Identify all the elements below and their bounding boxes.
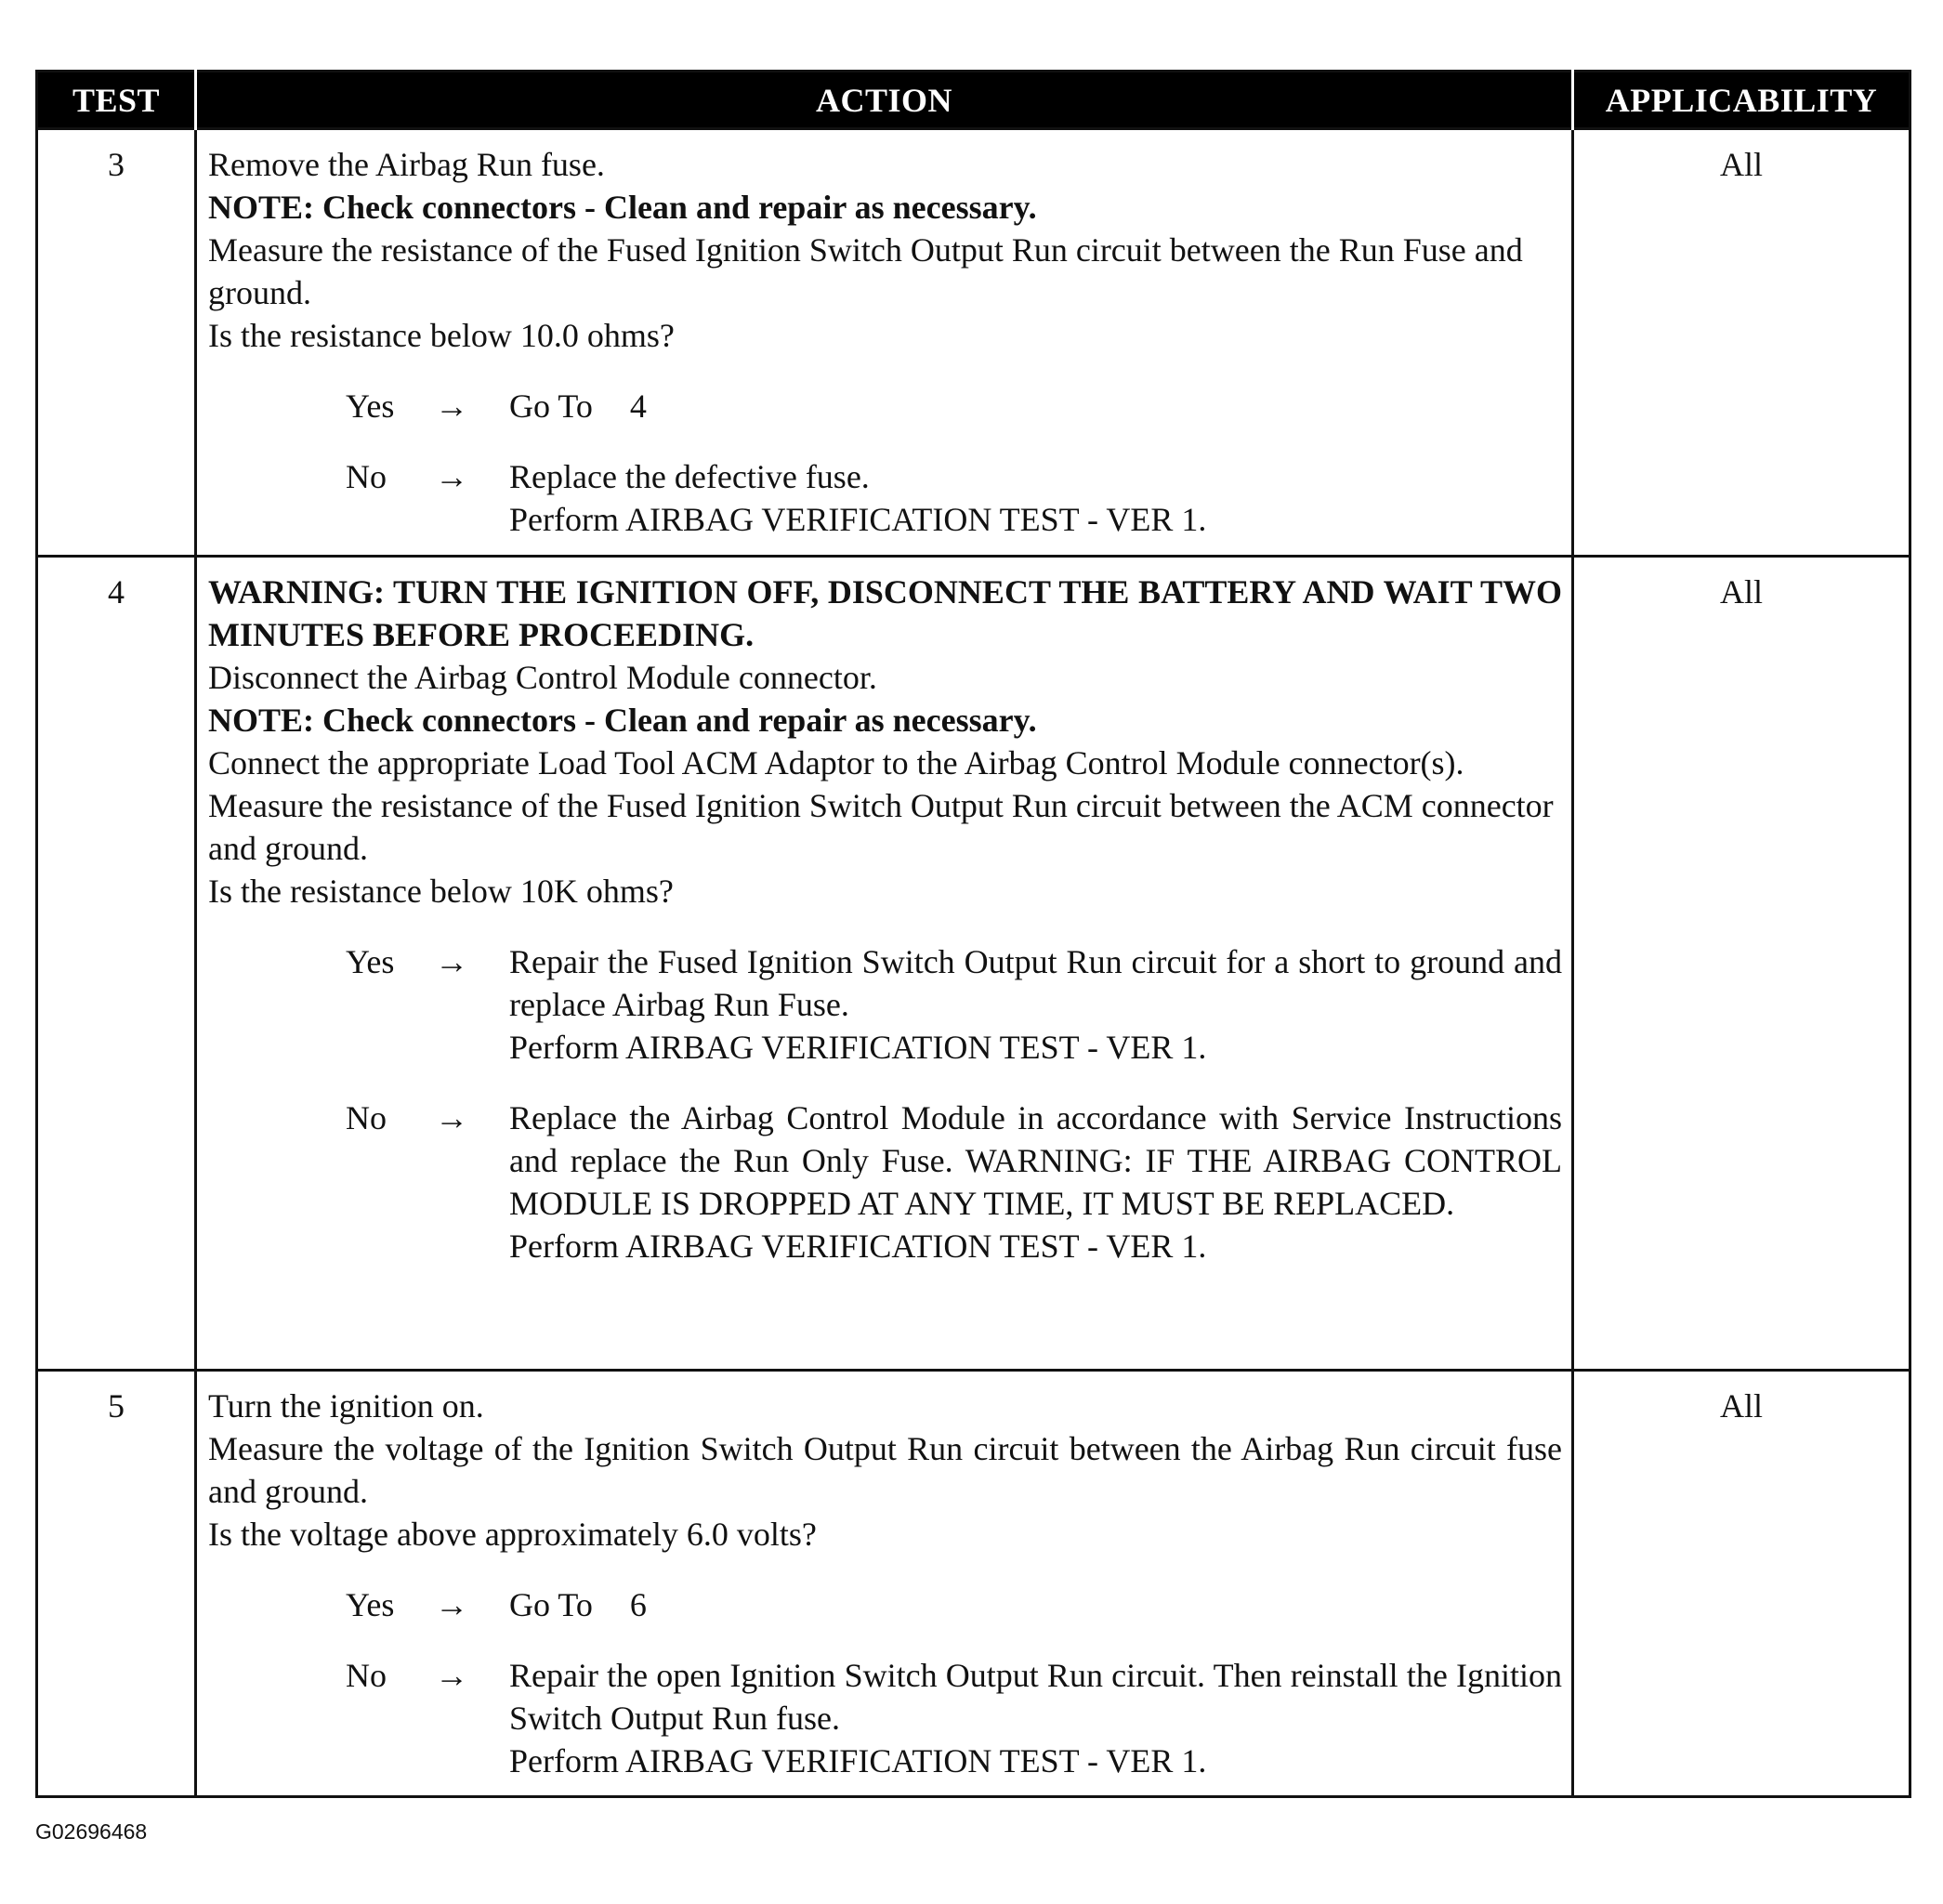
table-row — [37, 129, 1910, 557]
yes-result — [509, 385, 1562, 427]
applicability-cell: All — [1573, 129, 1910, 557]
result-line: Repair the Fused Ignition Switch Output Run circuit for a short to ground and replace Airbag Run Fuse. — [509, 943, 1562, 1023]
action-line: Measure the voltage of the Ignition Switch Output Run circuit between the Airbag Run circuit fuse and ground. — [208, 1430, 1562, 1510]
result-line: Replace the Airbag Control Module in accordance with Service Instructions and replace the Run Only Fuse. WARNING: IF THE AIRBAG CONTROL MODULE IS DROPPED AT ANY TIME, IT MUST BE REPLACED. — [509, 1099, 1562, 1222]
yes-branch — [208, 1583, 1562, 1626]
right-arrow-icon: → — [435, 1099, 468, 1136]
note-line: NOTE: Check connectors - Clean and repair as necessary. — [208, 702, 1037, 739]
no-label: No — [346, 1657, 387, 1694]
table-row — [37, 557, 1910, 1371]
table-row — [37, 1371, 1910, 1797]
verification-line: Perform AIRBAG VERIFICATION TEST - VER 1. — [509, 501, 1207, 538]
action-cell — [196, 129, 1573, 557]
verification-line: Perform AIRBAG VERIFICATION TEST - VER 1. — [509, 1742, 1207, 1779]
right-arrow-icon: → — [435, 458, 468, 495]
right-arrow-icon: → — [435, 1586, 468, 1623]
goto-text: Go To — [509, 387, 593, 425]
right-arrow-icon: → — [435, 387, 468, 425]
question-line: Is the resistance below 10K ohms? — [208, 873, 674, 910]
yes-label: Yes — [346, 387, 395, 425]
applicability-cell: All — [1573, 557, 1910, 1371]
no-label: No — [346, 458, 387, 495]
no-branch — [208, 1096, 1562, 1267]
diagnostic-test-table — [35, 70, 1911, 1798]
no-result — [509, 455, 1562, 541]
warning-line: WARNING: TURN THE IGNITION OFF, DISCONNECT THE BATTERY AND WAIT TWO MINUTES BEFORE PROCEEDING. — [208, 573, 1562, 653]
yes-result — [509, 1583, 1562, 1626]
result-line: Replace the defective fuse. — [509, 458, 870, 495]
action-line: Measure the resistance of the Fused Ignition Switch Output Run circuit between the ACM connector and ground. — [208, 787, 1554, 867]
table-header-row — [37, 72, 1910, 129]
note-line: NOTE: Check connectors - Clean and repair as necessary. — [208, 189, 1037, 226]
yes-result — [509, 940, 1562, 1069]
verification-line: Perform AIRBAG VERIFICATION TEST - VER 1. — [509, 1029, 1207, 1066]
no-branch — [208, 1654, 1562, 1782]
action-cell — [196, 557, 1573, 1371]
action-cell — [196, 1371, 1573, 1797]
goto-number: 6 — [629, 1586, 647, 1623]
test-number: 3 — [37, 129, 196, 557]
yes-label: Yes — [346, 1586, 395, 1623]
right-arrow-icon: → — [435, 1657, 468, 1694]
right-arrow-icon: → — [435, 943, 468, 980]
figure-id: G02696468 — [35, 1819, 148, 1844]
action-line: Turn the ignition on. — [208, 1387, 484, 1425]
action-line: Disconnect the Airbag Control Module connector. — [208, 659, 877, 696]
goto-text: Go To — [509, 1586, 593, 1623]
applicability-cell: All — [1573, 1371, 1910, 1797]
yes-branch — [208, 940, 1562, 1069]
question-line: Is the resistance below 10.0 ohms? — [208, 317, 675, 354]
action-line: Connect the appropriate Load Tool ACM Adaptor to the Airbag Control Module connector(s). — [208, 744, 1464, 781]
header-applicability: APPLICABILITY — [1573, 72, 1910, 129]
action-line: Remove the Airbag Run fuse. — [208, 146, 605, 183]
verification-line: Perform AIRBAG VERIFICATION TEST - VER 1. — [509, 1228, 1207, 1265]
result-line: Repair the open Ignition Switch Output Run circuit. Then reinstall the Ignition Switch Output Run fuse. — [509, 1657, 1562, 1737]
no-result — [509, 1654, 1562, 1782]
header-action: ACTION — [196, 72, 1573, 129]
header-test: TEST — [37, 72, 196, 129]
question-line: Is the voltage above approximately 6.0 volts? — [208, 1516, 817, 1553]
test-number: 5 — [37, 1371, 196, 1797]
yes-label: Yes — [346, 943, 395, 980]
goto-number: 4 — [629, 387, 647, 425]
no-result — [509, 1096, 1562, 1267]
no-branch — [208, 455, 1562, 541]
test-number: 4 — [37, 557, 196, 1371]
action-line: Measure the resistance of the Fused Ignition Switch Output Run circuit between the Run Fuse and ground. — [208, 231, 1523, 311]
yes-branch — [208, 385, 1562, 427]
no-label: No — [346, 1099, 387, 1136]
